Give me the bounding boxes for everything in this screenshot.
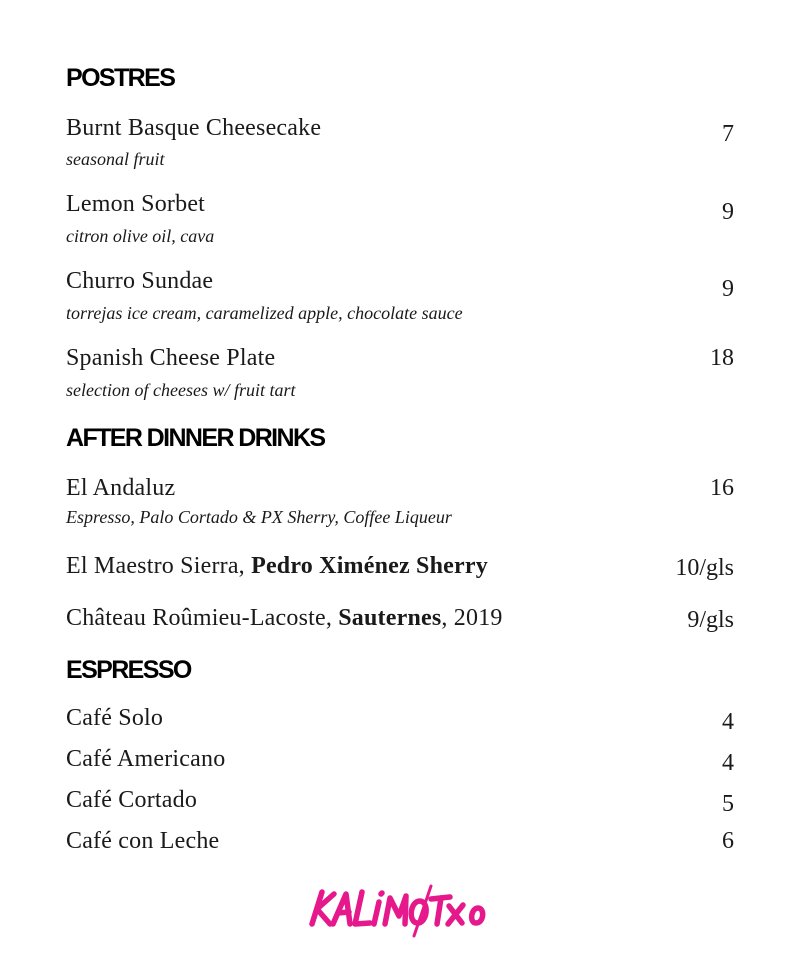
item-price: 4 [722, 709, 734, 735]
item-price: 9 [722, 199, 734, 225]
item-name-vintage: , 2019 [441, 605, 503, 631]
kalimotxo-logo [300, 880, 500, 942]
logo-graphic [300, 880, 500, 942]
item-price: 10/gls [675, 555, 734, 581]
item-name: Café Solo [66, 705, 164, 731]
item-description: Espresso, Palo Cortado & PX Sherry, Coffee Liqueur [66, 507, 452, 527]
item-name-producer: Château Roûmieu-Lacoste, [66, 605, 339, 631]
item-name: Café con Leche [66, 828, 220, 854]
item-description: seasonal fruit [66, 149, 165, 169]
item-name [66, 604, 503, 632]
item-name-wine: Sauternes [338, 605, 442, 631]
item-name-producer: El Maestro Sierra, [66, 553, 252, 579]
section-heading-after-dinner-drinks: AFTER DINNER DRINKS [66, 424, 325, 452]
item-name [66, 552, 488, 580]
item-name: Burnt Basque Cheesecake [66, 115, 322, 141]
item-name: Café Americano [66, 746, 226, 772]
item-name: Café Cortado [66, 787, 198, 813]
item-name-wine: Pedro Ximénez Sherry [251, 553, 488, 579]
item-name: Lemon Sorbet [66, 191, 206, 217]
section-heading-espresso: ESPRESSO [66, 656, 191, 684]
item-name: El Andaluz [66, 475, 176, 501]
item-description: citron olive oil, cava [66, 226, 215, 246]
item-description: selection of cheeses w/ fruit tart [66, 380, 296, 400]
item-price: 16 [710, 475, 734, 501]
item-price: 5 [722, 791, 734, 817]
item-price: 4 [722, 750, 734, 776]
section-heading-postres: POSTRES [66, 64, 175, 92]
item-price: 9/gls [687, 607, 734, 633]
item-price: 9 [722, 276, 734, 302]
item-price: 7 [722, 121, 734, 147]
item-price: 18 [710, 345, 734, 371]
item-price: 6 [722, 828, 734, 854]
item-name: Churro Sundae [66, 268, 214, 294]
item-description: torrejas ice cream, caramelized apple, chocolate sauce [66, 303, 463, 323]
item-name: Spanish Cheese Plate [66, 345, 276, 371]
